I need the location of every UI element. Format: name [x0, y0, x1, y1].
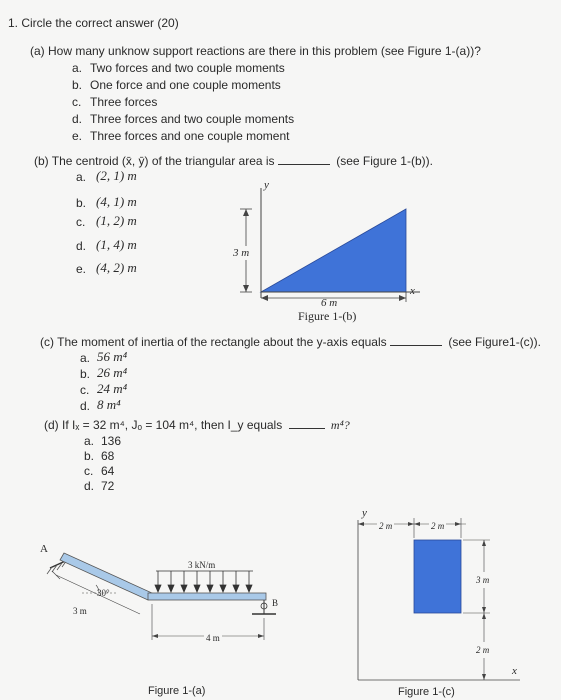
figure-1c-caption: Figure 1-(c)	[398, 686, 455, 698]
figure-1b-y-label: y	[264, 179, 269, 191]
dim-right-upper-label: 3 m	[476, 572, 489, 588]
option-a-letter: a.	[84, 434, 95, 448]
option-b-letter: b.	[72, 78, 83, 92]
part-d-prompt-start: (d) If Iₓ = 32 m⁴, Jₒ = 104 m⁴, then I_y equals	[44, 418, 283, 432]
option-a-letter: a.	[72, 61, 83, 75]
option-b-text[interactable]: One force and one couple moments	[90, 78, 281, 92]
option-b-letter: b.	[80, 367, 91, 381]
height-label: 3 m	[233, 247, 250, 259]
option-a-letter: a.	[76, 170, 87, 184]
option-e-text[interactable]: Three forces and one couple moment	[90, 129, 290, 143]
option-d-letter: d.	[76, 239, 87, 253]
part-c-prompt-text: (c) The moment of inertia of the rectangle about the y-axis equals	[40, 335, 387, 349]
option-c-text[interactable]: (1, 2) m	[96, 213, 137, 228]
option-b-letter: b.	[76, 196, 87, 210]
option-c-letter: c.	[76, 215, 86, 229]
option-a-text[interactable]: (2, 1) m	[96, 168, 137, 183]
dim-top-right-label: 2 m	[431, 521, 445, 531]
option-a-text[interactable]: 136	[101, 434, 122, 448]
figure-1b-caption: Figure 1-(b)	[298, 309, 357, 323]
option-b-text[interactable]: (4, 1) m	[96, 194, 137, 209]
figure-1c-x-label: x	[512, 665, 517, 677]
option-d-text[interactable]: Three forces and two couple moments	[90, 112, 295, 126]
option-c-letter: c.	[84, 464, 94, 478]
load-label: 3 kN/m	[188, 560, 216, 570]
option-e-letter: e.	[72, 129, 83, 143]
figure-1c-y-label: y	[362, 507, 367, 519]
part-a-prompt: (a) How many unknow support reactions are there in this problem (see Figure 1-(a))?	[30, 44, 481, 58]
option-d-letter: d.	[84, 479, 95, 493]
option-c-letter: c.	[72, 95, 82, 109]
dim-top-left-label: 2 m	[379, 521, 393, 531]
question-title: 1. Circle the correct answer (20)	[8, 16, 179, 30]
width-label: 6 m	[321, 297, 338, 309]
option-c-text[interactable]: 64	[101, 464, 115, 478]
part-b-prompt-end: (see Figure 1-(b)).	[336, 154, 433, 168]
option-e-letter: e.	[76, 262, 87, 276]
option-a-text[interactable]: 56 m⁴	[97, 349, 128, 364]
option-c-text[interactable]: 24 m⁴	[97, 381, 128, 396]
part-b-prompt-start: (b) The centroid (x̄, ȳ) of the triangular area is	[34, 154, 275, 168]
length-bottom-label: 4 m	[206, 633, 220, 643]
point-a-label: A	[40, 543, 48, 555]
part-d-prompt-end: m⁴?	[330, 418, 350, 432]
option-a-letter: a.	[80, 351, 91, 365]
rectangle-shape	[414, 540, 461, 613]
option-b-letter: b.	[84, 449, 95, 463]
option-d-text[interactable]: 8 m⁴	[97, 397, 121, 412]
option-d-text[interactable]: 72	[101, 479, 115, 493]
option-a-text[interactable]: Two forces and two couple moments	[90, 61, 285, 75]
option-d-text[interactable]: (1, 4) m	[96, 237, 137, 252]
option-b-text[interactable]: 68	[101, 449, 115, 463]
option-c-text[interactable]: Three forces	[90, 95, 158, 109]
part-c-prompt-end: (see Figure1-(c)).	[448, 335, 542, 349]
figure-1b-x-label: x	[410, 285, 415, 297]
length-left-label: 3 m	[73, 606, 87, 616]
option-b-text[interactable]: 26 m⁴	[97, 365, 128, 380]
option-d-letter: d.	[72, 112, 83, 126]
point-b-label: B	[272, 598, 279, 608]
figure-1a-caption: Figure 1-(a)	[148, 685, 206, 697]
option-d-letter: d.	[80, 399, 91, 413]
angle-label: 30°	[97, 588, 110, 598]
option-e-text[interactable]: (4, 2) m	[96, 260, 137, 275]
option-c-letter: c.	[80, 383, 90, 397]
dim-right-lower-label: 2 m	[476, 642, 489, 658]
